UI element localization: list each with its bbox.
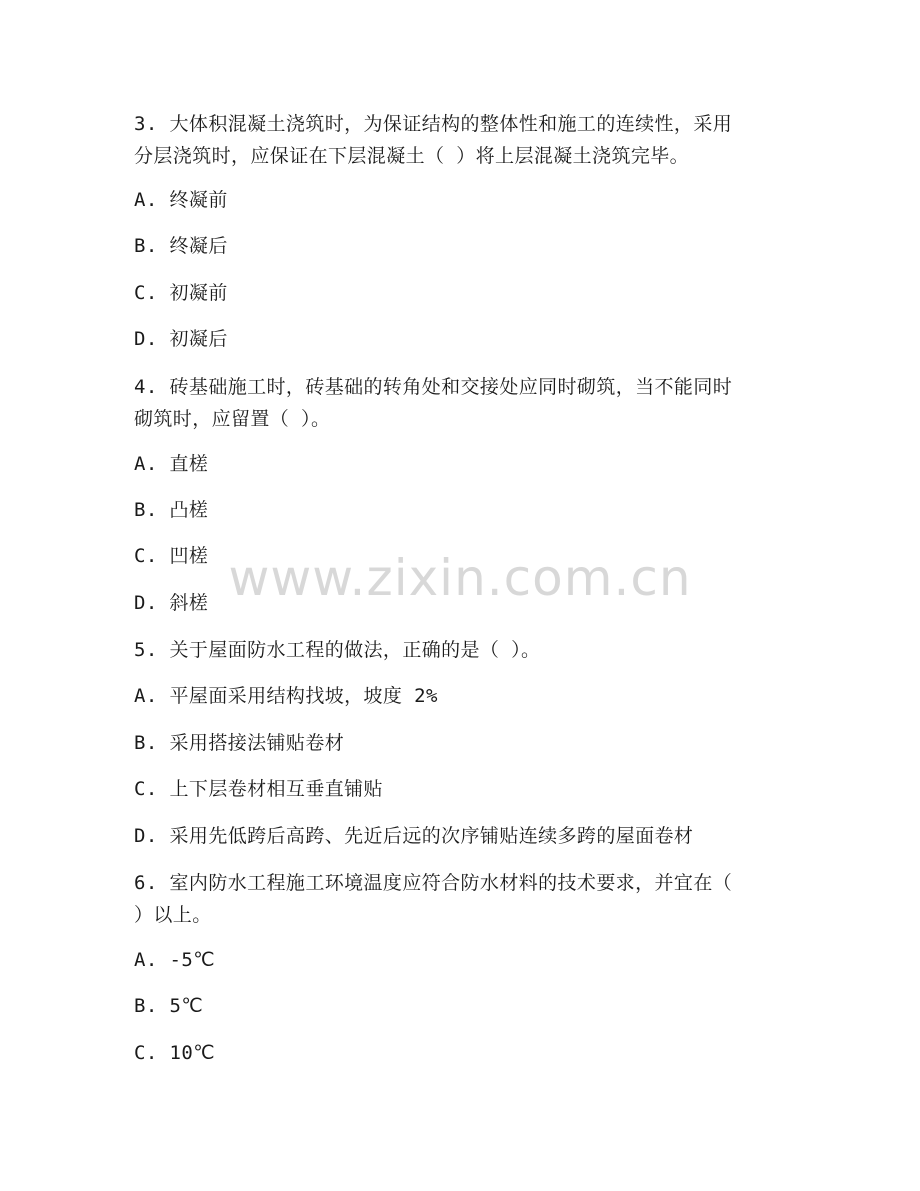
question-3-stem-line-2: 分层浇筑时，应保证在下层混凝土（ ）将上层混凝土浇筑完毕。 [134,145,690,167]
question-4-option-c: C. 凹槎 [134,545,209,567]
question-6-option-c: C. 10℃ [134,1042,215,1064]
question-3-option-c: C. 初凝前 [134,282,228,304]
question-3-option-b: B. 终凝后 [134,235,228,257]
question-5-option-a: A. 平屋面采用结构找坡，坡度 2% [134,685,438,707]
question-3-option-a: A. 终凝前 [134,189,228,211]
question-6-option-a: A. -5℃ [134,949,215,971]
question-5-option-b: B. 采用搭接法铺贴卷材 [134,732,345,754]
question-4-option-a: A. 直槎 [134,453,209,475]
question-5-option-d: D. 采用先低跨后高跨、先近后远的次序铺贴连续多跨的屋面卷材 [134,825,694,847]
question-6-stem-line-1: 6. 室内防水工程施工环境温度应符合防水材料的技术要求，并宜在（ [134,872,733,894]
question-6-stem-line-2: ）以上。 [134,904,212,926]
question-4-option-d: D. 斜槎 [134,592,209,614]
question-5-stem-line-1: 5. 关于屋面防水工程的做法，正确的是（ ）。 [134,639,541,661]
question-4-stem-line-2: 砌筑时，应留置（ ）。 [134,408,331,430]
question-6-option-b: B. 5℃ [134,995,204,1017]
question-4-stem-line-1: 4. 砖基础施工时，砖基础的转角处和交接处应同时砌筑，当不能同时 [134,376,733,398]
question-5-option-c: C. 上下层卷材相互垂直铺贴 [134,778,383,800]
question-3-stem-line-1: 3. 大体积混凝土浇筑时，为保证结构的整体性和施工的连续性，采用 [134,113,733,135]
question-4-option-b: B. 凸槎 [134,499,209,521]
question-3-option-d: D. 初凝后 [134,328,228,350]
watermark: www.zixin.com.cn [228,549,692,607]
